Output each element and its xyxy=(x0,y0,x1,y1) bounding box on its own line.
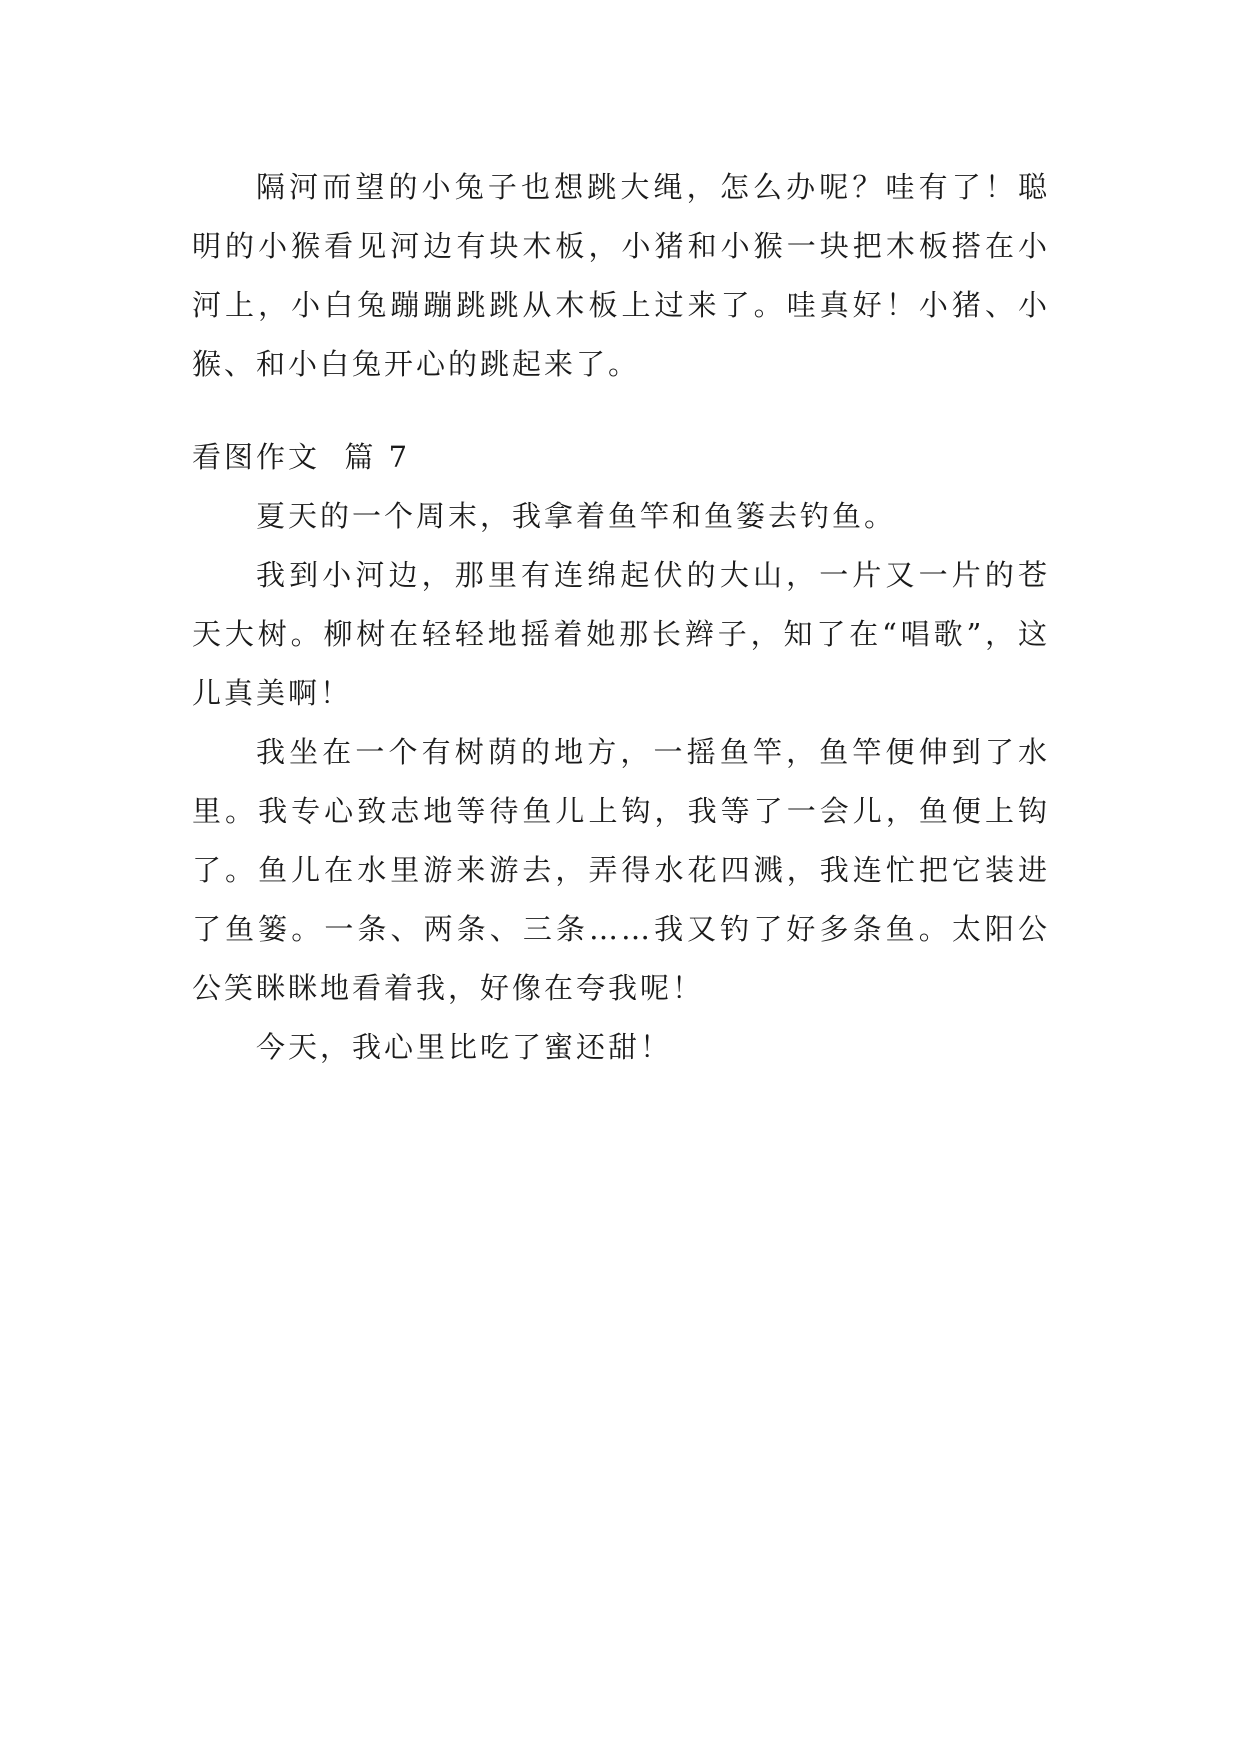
paragraph-3: 我坐在一个有树荫的地方，一摇鱼竿，鱼竿便伸到了水里。我专心致志地等待鱼儿上钩，我等了一会儿，鱼便上钩了。鱼儿在水里游来游去，弄得水花四溅，我连忙把它装进了鱼篓。一条、两条、三条……我又钓了好多条鱼。太阳公公笑眯眯地看着我，好像在夸我呢！ xyxy=(192,735,1050,1005)
document-body xyxy=(192,158,1050,1077)
paragraph-2: 我到小河边，那里有连绵起伏的大山，一片又一片的苍天大树。柳树在轻轻地摇着她那长辫子，知了在“唱歌”，这儿真美啊！ xyxy=(192,558,1050,710)
paragraph-1: 夏天的一个周末，我拿着鱼竿和鱼篓去钓鱼。 xyxy=(256,499,897,533)
intro-paragraph: 隔河而望的小兔子也想跳大绳，怎么办呢？哇有了！聪明的小猴看见河边有块木板，小猪和小猴一块把木板搭在小河上，小白兔蹦蹦跳跳从木板上过来了。哇真好！小猪、小猴、和小白兔开心的跳起来了。 xyxy=(192,170,1050,381)
paragraph-4: 今天，我心里比吃了蜜还甜！ xyxy=(256,1030,673,1064)
section-heading: 看图作文 篇 7 xyxy=(192,440,411,474)
